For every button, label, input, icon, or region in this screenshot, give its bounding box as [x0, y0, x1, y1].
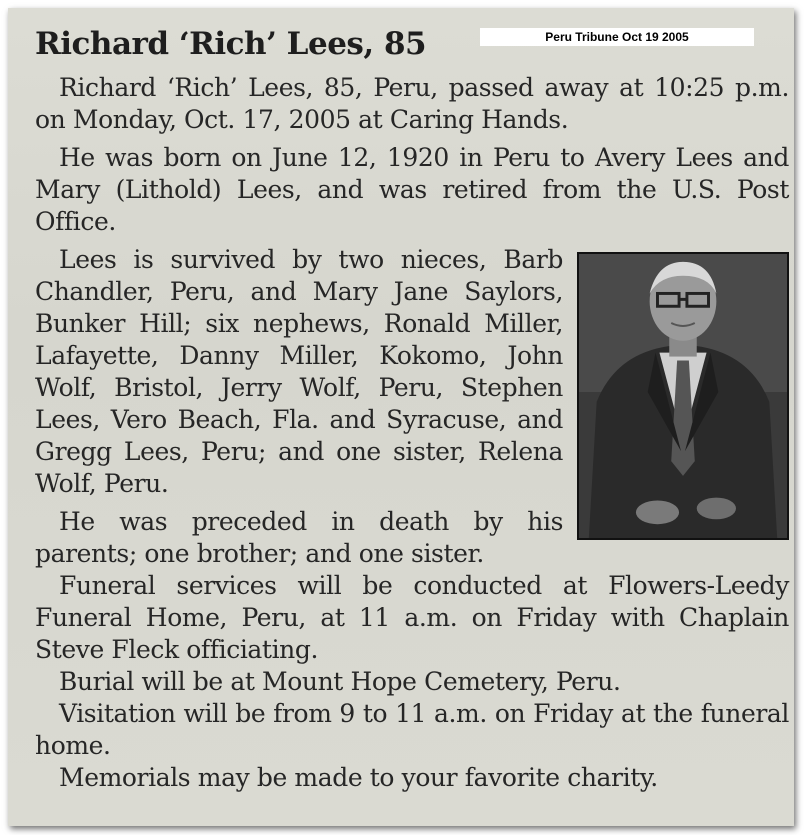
- portrait-photo: [577, 252, 789, 540]
- paragraph-death-notice: Richard ‘Rich’ Lees, 85, Peru, passed away at 10:25 p.m. on Monday, Oct. 17, 2005 at Caring Hands.: [35, 73, 789, 134]
- obituary-clipping: [8, 8, 794, 826]
- paragraph-survivors: Lees is survived by two nieces, Barb Chandler, Peru, and Mary Jane Saylors, Bunker Hill; six nephews, Ronald Miller, Lafayette, Danny Miller, Kokomo, John Wolf, Bristol, Jerry Wolf, Peru, Stephen Lees, Vero Beach, Fla. and Syracuse, and Gregg Lees, Peru; and one sister, Relena Wolf, Peru.: [35, 245, 563, 498]
- paragraph-services: Funeral services will be conducted at Flowers-Leedy Funeral Home, Peru, at 11 a.m. on Friday with Chaplain Steve Fleck officiating.: [35, 571, 789, 664]
- paragraph-memorials: Memorials may be made to your favorite charity.: [59, 763, 658, 792]
- obituary-body: [35, 72, 789, 794]
- paragraph-visitation: Visitation will be from 9 to 11 a.m. on Friday at the funeral home.: [35, 699, 789, 760]
- headline: Richard ‘Rich’ Lees, 85: [35, 26, 427, 62]
- source-tag: Peru Tribune Oct 19 2005: [480, 28, 754, 46]
- paragraph-preceded: He was preceded in death by his parents; one brother; and one sister.: [35, 507, 563, 568]
- paragraph-burial: Burial will be at Mount Hope Cemetery, Peru.: [59, 667, 621, 696]
- paragraph-birth: He was born on June 12, 1920 in Peru to Avery Lees and Mary (Lithold) Lees, and was retired from the U.S. Post Office.: [35, 143, 789, 236]
